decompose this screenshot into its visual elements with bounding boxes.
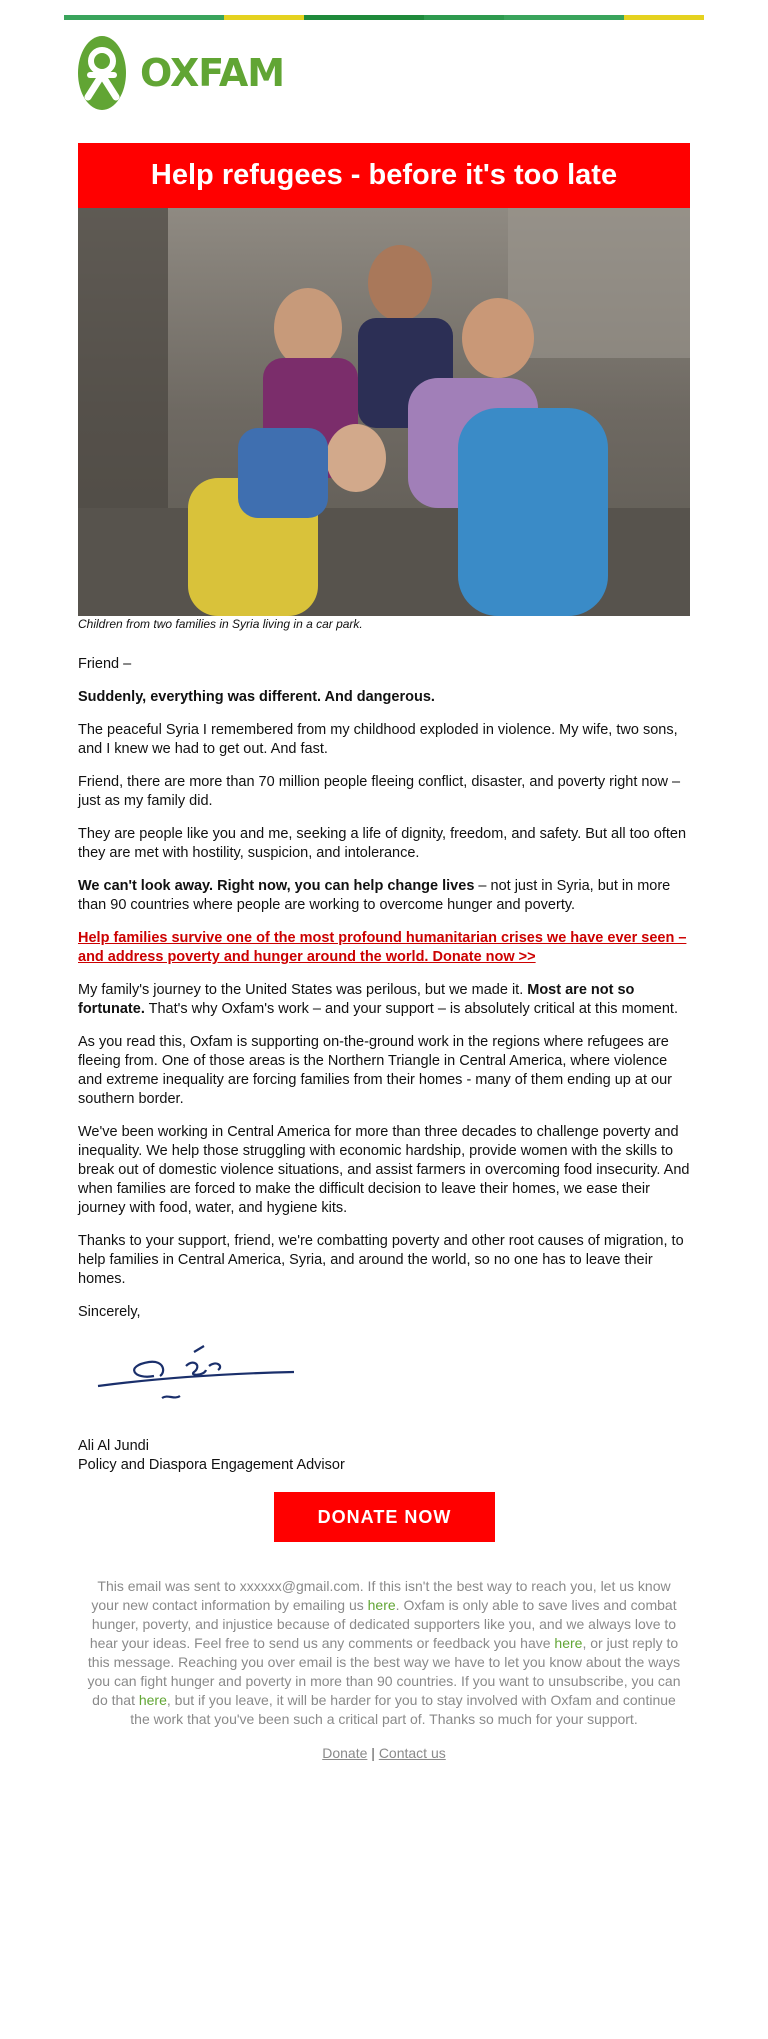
letter-body xyxy=(78,655,690,1336)
paragraph-6: As you read this, Oxfam is supporting on-the-ground work in the regions where refugees are fleeing from. One of those areas is the Northern Triangle in Central America, where violence and extreme inequality are forcing families from their homes - many of them ending up at our southern border. xyxy=(78,1034,672,1107)
signer-title: Policy and Diaspora Engagement Advisor xyxy=(78,1457,345,1473)
donate-cta-link[interactable]: Help families survive one of the most profound humanitarian crises we have ever seen – and address poverty and hunger around the world. Donate now >> xyxy=(78,930,687,965)
footer-donate-link[interactable]: Donate xyxy=(322,1745,368,1761)
headline-banner xyxy=(78,143,690,208)
donate-now-button[interactable]: DONATE NOW xyxy=(274,1492,495,1542)
paragraph-8: Thanks to your support, friend, we're combatting poverty and other root causes of migration, to help families in Central America, Syria, and around the world, so no one has to leave their homes. xyxy=(78,1233,684,1287)
paragraph-7: We've been working in Central America for more than three decades to challenge poverty and inequality. We help those struggling with economic hardship, provide women with the skills to break out of domestic violence situations, and assist farmers in overcoming food insecurity. And when families are forced to make the difficult decision to leave their homes, we ease their journey with food, water, and hygiene kits. xyxy=(78,1124,690,1216)
paragraph-2: Friend, there are more than 70 million people fleeing conflict, disaster, and poverty right now – just as my family did. xyxy=(78,774,681,809)
footer-links xyxy=(0,1745,768,1761)
paragraph-4: We can't look away. Right now, you can help change lives – not just in Syria, but in more than 90 countries where people are working to overcome hunger and poverty. xyxy=(78,878,671,913)
oxfam-logo[interactable] xyxy=(78,36,285,110)
greeting: Friend – xyxy=(78,656,132,672)
paragraph-3: They are people like you and me, seeking a life of dignity, freedom, and safety. But all too often they are met with hostility, suspicion, and intolerance. xyxy=(78,826,687,861)
donate-cta-paragraph xyxy=(78,929,690,967)
photo-caption: Children from two families in Syria living in a car park. xyxy=(78,617,363,631)
footer-link-unsubscribe[interactable]: here xyxy=(138,1692,167,1708)
signature-image xyxy=(94,1336,304,1406)
oxfam-logo-icon xyxy=(78,36,126,110)
footer-contact-link[interactable]: Contact us xyxy=(378,1745,446,1761)
paragraph-1: The peaceful Syria I remembered from my childhood exploded in violence. My wife, two sons, and I knew we had to get out. And fast. xyxy=(78,722,678,757)
footer-link-feedback[interactable]: here xyxy=(554,1635,583,1651)
headline: Help refugees - before it's too late xyxy=(150,159,618,191)
footer-link-email[interactable]: here xyxy=(367,1597,396,1613)
lead-paragraph: Suddenly, everything was different. And dangerous. xyxy=(78,689,435,705)
signer-name: Ali Al Jundi xyxy=(78,1438,149,1454)
paragraph-5: My family's journey to the United States was perilous, but we made it. Most are not so fortunate. That's why Oxfam's work – and your support – is absolutely critical at this moment. xyxy=(78,982,678,1017)
top-color-bar xyxy=(64,15,704,20)
closing: Sincerely, xyxy=(78,1304,141,1320)
signer-block xyxy=(78,1437,345,1475)
hero-photo[interactable] xyxy=(78,208,690,616)
oxfam-logo-text: OXFAM xyxy=(140,51,285,95)
footer-separator: | xyxy=(371,1745,375,1761)
footer-text: This email was sent to xxxxxx@gmail.com. If this isn't the best way to reach you, let us know your new contact information by emailing us here. Oxfam is only able to save lives and combat hunger, poverty, and injustice because of dedicated supporters like you, and we always love to hear your ideas. Feel free to send us any comments or feedback you have here, or just reply to this message. Reaching you over email is the best way we have to let you know about the ways you can fight hunger and poverty in more than 90 countries. If you want to unsubscribe, you can do that here, but if you leave, it will be harder for you to stay involved with Oxfam and continue the work that you've been such a critical part of. Thanks so much for your support. xyxy=(87,1578,681,1727)
